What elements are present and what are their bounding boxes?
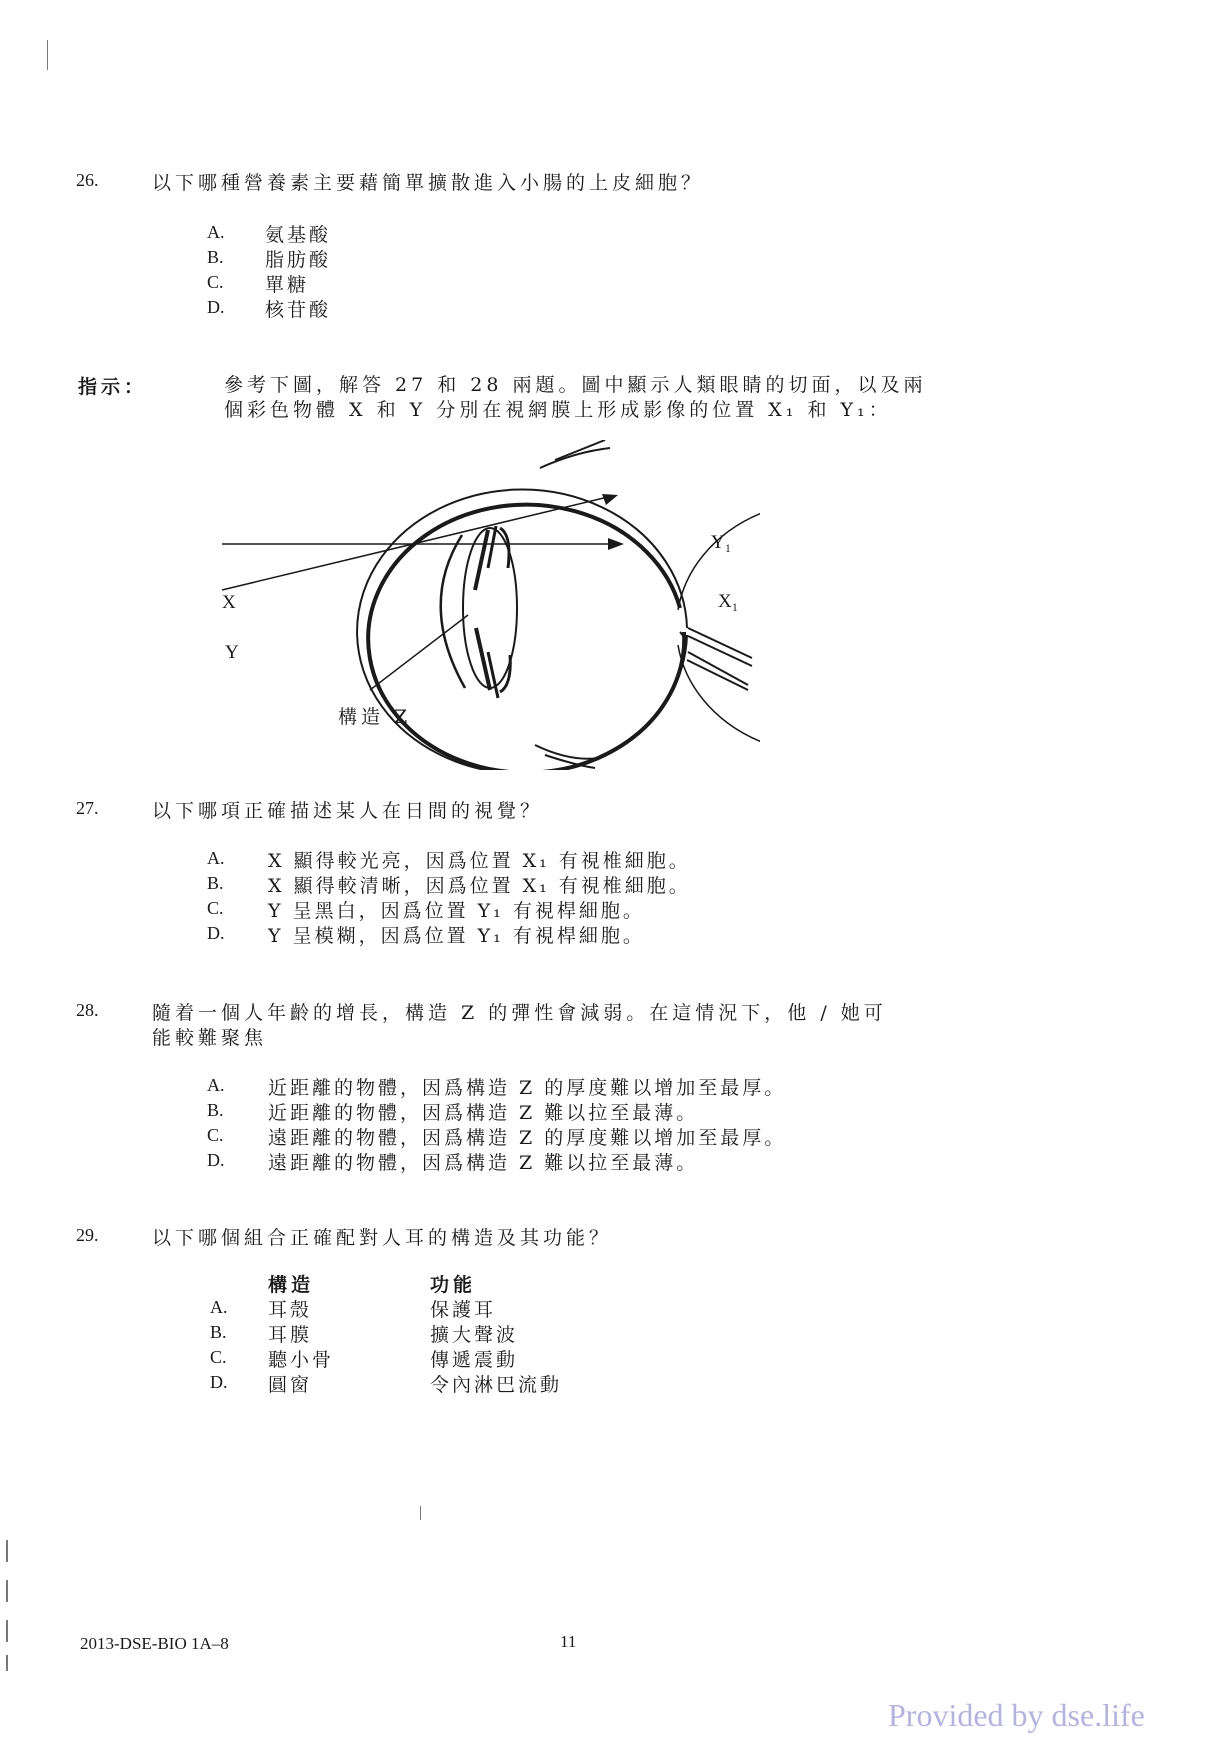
label-structure-z: 構造 Z [338, 706, 412, 728]
directions-line2: 個彩色物體 X 和 Y 分別在視網膜上形成影像的位置 X₁ 和 Y₁： [224, 399, 892, 421]
q29-row-a-function: 保護耳 [430, 1299, 497, 1321]
q26-text: 以下哪種營養素主要藉簡單擴散進入小腸的上皮細胞？ [152, 172, 705, 194]
q28-option-b-text: 近距離的物體，因爲構造 Z 難以拉至最薄。 [268, 1102, 699, 1124]
q27-option-b-letter: B. [207, 873, 224, 893]
label-x: X [222, 592, 236, 613]
optic-nerve-upper [688, 628, 752, 658]
ray-x-arrowhead [608, 538, 624, 550]
cornea [441, 535, 465, 688]
q26-option-c-letter: C. [207, 272, 224, 292]
scan-speck [6, 1540, 8, 1562]
q28-option-b-letter: B. [207, 1100, 224, 1120]
scan-speck [47, 40, 48, 70]
scan-speck [6, 1655, 8, 1671]
q27-option-c-letter: C. [207, 898, 224, 918]
q27-option-c-text: Y 呈黑白，因爲位置 Y₁ 有視桿細胞。 [268, 900, 645, 922]
label-x1: X₁ [718, 591, 739, 612]
q27-option-b-text: X 顯得較清晰，因爲位置 X₁ 有視椎細胞。 [268, 875, 691, 897]
q28-option-c-text: 遠距離的物體，因爲構造 Z 的厚度難以增加至最厚。 [268, 1127, 787, 1149]
scan-speck [6, 1580, 8, 1602]
q27-text: 以下哪項正確描述某人在日間的視覺？ [152, 800, 544, 822]
q26-option-d-text: 核苷酸 [265, 299, 332, 321]
q26-option-c-text: 單糖 [265, 274, 310, 296]
q27-option-a-letter: A. [207, 848, 225, 868]
q26-option-a-text: 氨基酸 [265, 224, 332, 246]
q26-number: 26. [76, 170, 99, 190]
q29-row-d-function: 令內淋巴流動 [430, 1374, 563, 1396]
q29-number: 29. [76, 1225, 99, 1245]
watermark-provided-by: Provided by dse.life [888, 1697, 1145, 1733]
directions-label: 指示： [78, 376, 148, 398]
q29-row-d-structure: 圓窗 [268, 1374, 313, 1396]
q27-option-d-text: Y 呈模糊，因爲位置 Y₁ 有視桿細胞。 [268, 925, 645, 947]
q29-row-b-function: 擴大聲波 [430, 1324, 519, 1346]
q27-number: 27. [76, 798, 99, 818]
scan-speck [420, 1506, 421, 1520]
ray-y-arrowhead [602, 494, 618, 505]
q29-row-b-letter: B. [210, 1322, 227, 1342]
label-y1: Y₁ [711, 532, 732, 553]
footer-page-number: 11 [560, 1632, 577, 1651]
q27-option-a-text: X 顯得較光亮，因爲位置 X₁ 有視椎細胞。 [268, 850, 691, 872]
q28-option-d-text: 遠距離的物體，因爲構造 Z 難以拉至最薄。 [268, 1152, 699, 1174]
q28-number: 28. [76, 1000, 99, 1020]
q26-option-b-letter: B. [207, 247, 224, 267]
q29-row-d-letter: D. [210, 1372, 228, 1392]
ray-y [222, 496, 612, 590]
q28-option-d-letter: D. [207, 1150, 225, 1170]
q29-row-c-letter: C. [210, 1347, 227, 1367]
q28-option-a-text: 近距離的物體，因爲構造 Z 的厚度難以增加至最厚。 [268, 1077, 787, 1099]
eye-diagram [200, 440, 760, 770]
q28-option-a-letter: A. [207, 1075, 225, 1095]
q29-header-structure: 構造 [268, 1274, 315, 1296]
q29-row-b-structure: 耳膜 [268, 1324, 313, 1346]
q28-text-line2: 能較難聚焦 [152, 1027, 268, 1049]
q28-text-line1: 隨着一個人年齡的增長，構造 Z 的彈性會減弱。在這情況下，他 / 她可 [152, 1002, 887, 1024]
footer-exam-code: 2013-DSE-BIO 1A–8 [80, 1634, 229, 1653]
q29-row-c-structure: 聽小骨 [268, 1349, 335, 1371]
scan-speck [6, 1620, 8, 1642]
q29-row-a-letter: A. [210, 1297, 228, 1317]
q26-option-a-letter: A. [207, 222, 225, 242]
q27-option-d-letter: D. [207, 923, 225, 943]
structure-z-pointer [370, 615, 468, 690]
q26-option-d-letter: D. [207, 297, 225, 317]
q28-option-c-letter: C. [207, 1125, 224, 1145]
q29-header-function: 功能 [430, 1274, 477, 1296]
q29-text: 以下哪個組合正確配對人耳的構造及其功能？ [152, 1227, 613, 1249]
q29-row-c-function: 傳遞震動 [430, 1349, 519, 1371]
q29-row-a-structure: 耳殼 [268, 1299, 313, 1321]
q26-option-b-text: 脂肪酸 [265, 249, 332, 271]
directions-line1: 參考下圖，解答 27 和 28 兩題。圖中顯示人類眼睛的切面，以及兩 [224, 374, 927, 396]
label-y: Y [225, 642, 239, 663]
